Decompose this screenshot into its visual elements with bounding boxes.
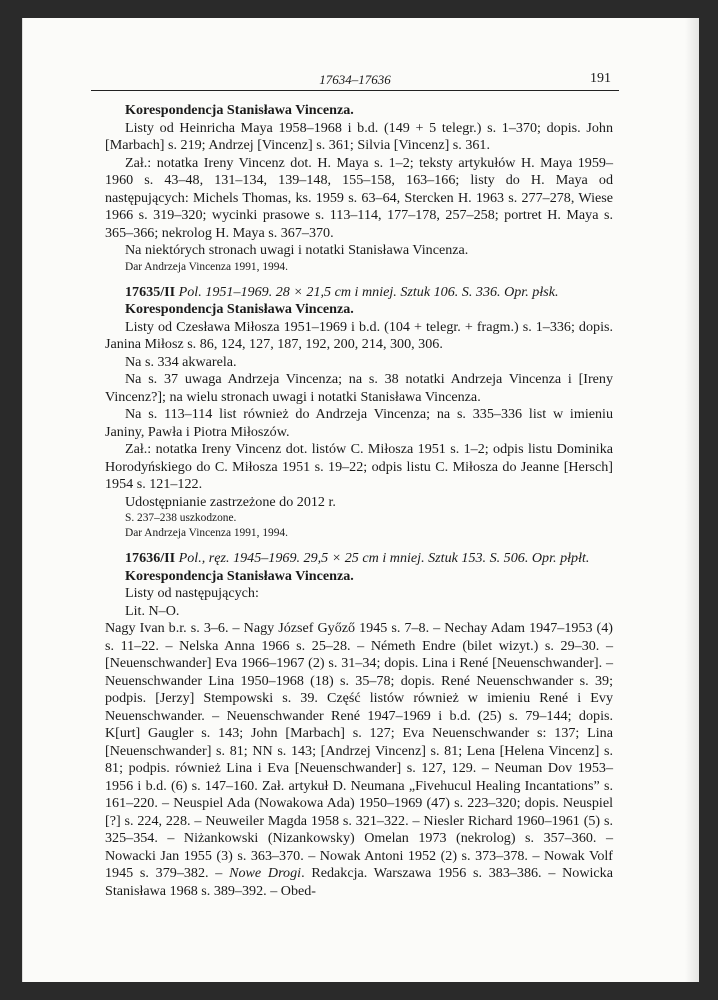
catalog-entry-17635	[105, 284, 613, 542]
italic-title: Nowe Drogi	[229, 865, 302, 881]
paragraph: Listy od Czesława Miłosza 1951–1969 i b.d. (104 + telegr. + fragm.) s. 1–336; dopis. Janina Miłosz s. 86, 124, 127, 187, 192, 200, 214, 300, 306.	[105, 318, 613, 352]
entry-signature: 17636/II	[125, 550, 176, 566]
page-number: 191	[590, 71, 611, 86]
paragraph: Listy od Heinricha Maya 1958–1968 i b.d. (149 + 5 telegr.) s. 1–370; dopis. John [Marbach] s. 219; Andrzej [Vincenz] s. 361; Silvia [Vincenz] s. 361.	[105, 119, 613, 153]
paragraph: Na niektórych stronach uwagi i notatki Stanisława Vincenza.	[125, 242, 469, 258]
section-heading: Korespondencja Stanisława Vincenza.	[125, 102, 354, 118]
page-edge-shadow	[685, 18, 699, 982]
provenance-note: Dar Andrzeja Vincenza 1991, 1994.	[125, 260, 288, 273]
entry-header	[105, 284, 613, 302]
catalog-entry-17636	[105, 550, 613, 900]
provenance-note: Dar Andrzeja Vincenza 1991, 1994.	[125, 527, 288, 539]
paragraph: Na s. 334 akwarela.	[125, 353, 237, 370]
correspondents-text: Nagy Ivan b.r. s. 3–6. – Nagy József Győző 1945 s. 7–8. – Nechay Adam 1947–1953 (4) s. 11–22. – Nelska Anna 1966 s. 25–28. – Németh Endre (bilet wizyt.) s. 29–30. – [Neuenschwander] Eva 1966–1967 (2) s. 31–34; dopis. Lina i René [Neuenschwander]. – Neuenschwander Lina 1950–1968 (18) s. 35–78; dopis. René Neuenschwander s. 39; podpis. [Jerzy] Stempowski s. 39. Część listów również w imieniu René i Evy Neuenschwander. – Neuenschwander René 1947–1969 i b.d. (25) s. 79–144; dopis. K[urt] Gaugler s. 143; John [Marbach] s. 127; Eva Neuenschwander s: 137; Lina [Neuenschwander] s. 81; NN s. 143; [Andrzej Vincenz] s. 81; Lena [Helena Vincenz] s. 81; podpis. również Lina i Eva [Neuenschwander] s. 127, 129. – Neuman Dov 1953–1956 i b.d. (6) s. 147–160. Zał. artykuł D. Neumana „Fivehucul Healing Incantations” s. 161–220. – Neuspiel Ada (Nowakowa Ada) 1950–1969 (47) s. 223–320; dopis. Neuspiel [?] s. 224, 228. – Neuweiler Magda 1958 s. 321–322. – Niesler Richard 1960–1961 (5) s. 325–354. – Niżankowski (Nizankowsky) Omelan 1973 (nekrolog) s. 357–360. – Nowacki Jan 1955 (3) s. 363–370. – Nowak Antoni 1952 (2) s. 373–378. – Nowak Volf 1945 s. 379–382. –	[105, 620, 613, 881]
paragraph: Listy od następujących:	[125, 585, 259, 601]
condition-note: S. 237–238 uszkodzone.	[125, 512, 237, 524]
section-heading: Korespondencja Stanisława Vincenza.	[125, 301, 354, 317]
entry-description: Pol., ręz. 1945–1969. 29,5 × 25 cm i mniej. Sztuk 153. S. 506. Opr. płpłt.	[178, 550, 590, 566]
paragraph: Na s. 113–114 list również do Andrzeja Vincenza; na s. 335–336 list w imieniu Janiny, Pawła i Piotra Miłoszów.	[105, 406, 613, 440]
running-head-title: 17634–17636	[319, 72, 391, 87]
section-heading: Korespondencja Stanisława Vincenza.	[125, 567, 354, 584]
paragraph: Na s. 37 uwaga Andrzeja Vincenza; na s. 38 notatki Andrzeja Vincenza i [Ireny Vincenz?]; na wielu stronach uwagi i notatki Stanisława Vincenza.	[105, 371, 613, 405]
paragraph: Lit. N–O.	[125, 602, 180, 619]
paragraph: Zał.: notatka Ireny Vincenz dot. listów C. Miłosza 1951 s. 1–2; odpis listu Dominika Horodyńskiego do C. Miłosza 1951 s. 19–22; odpis listu C. Miłosza do Jeanne [Hersch] 1954 s. 121–122.	[105, 441, 613, 492]
correspondents-list	[105, 620, 613, 900]
entry-description: Pol. 1951–1969. 28 × 21,5 cm i mniej. Sztuk 106. S. 336. Opr. płsk.	[178, 283, 559, 300]
document-page	[22, 18, 699, 982]
entry-header	[105, 550, 613, 568]
running-head	[91, 70, 619, 91]
catalog-content	[105, 102, 613, 900]
correspondents-text-cont: . Redakcja. Warszawa 1956 s. 383–386. – Nowicka Stanisława 1968 s. 389–392. – Obed-	[105, 865, 613, 899]
paragraph: Udostępnianie zastrzeżone do 2012 r.	[125, 493, 336, 510]
paragraph: Zał.: notatka Ireny Vincenz dot. H. Maya s. 1–2; teksty artykułów H. Maya 1959–1960 s. 43–48, 131–134, 139–148, 155–158, 163–166; listy do H. Maya od następujących: Michels Thomas, ks. 1959 s. 63–64, Stercken H. 1963 s. 277–278, Wiese 1966 s. 319–320; wycinki prasowe s. 113–114, 177–178, 257–258; portret H. Maya s. 365–366; nekrolog H. Maya s. 367–370.	[105, 154, 613, 241]
entry-signature: 17635/II	[125, 283, 176, 300]
